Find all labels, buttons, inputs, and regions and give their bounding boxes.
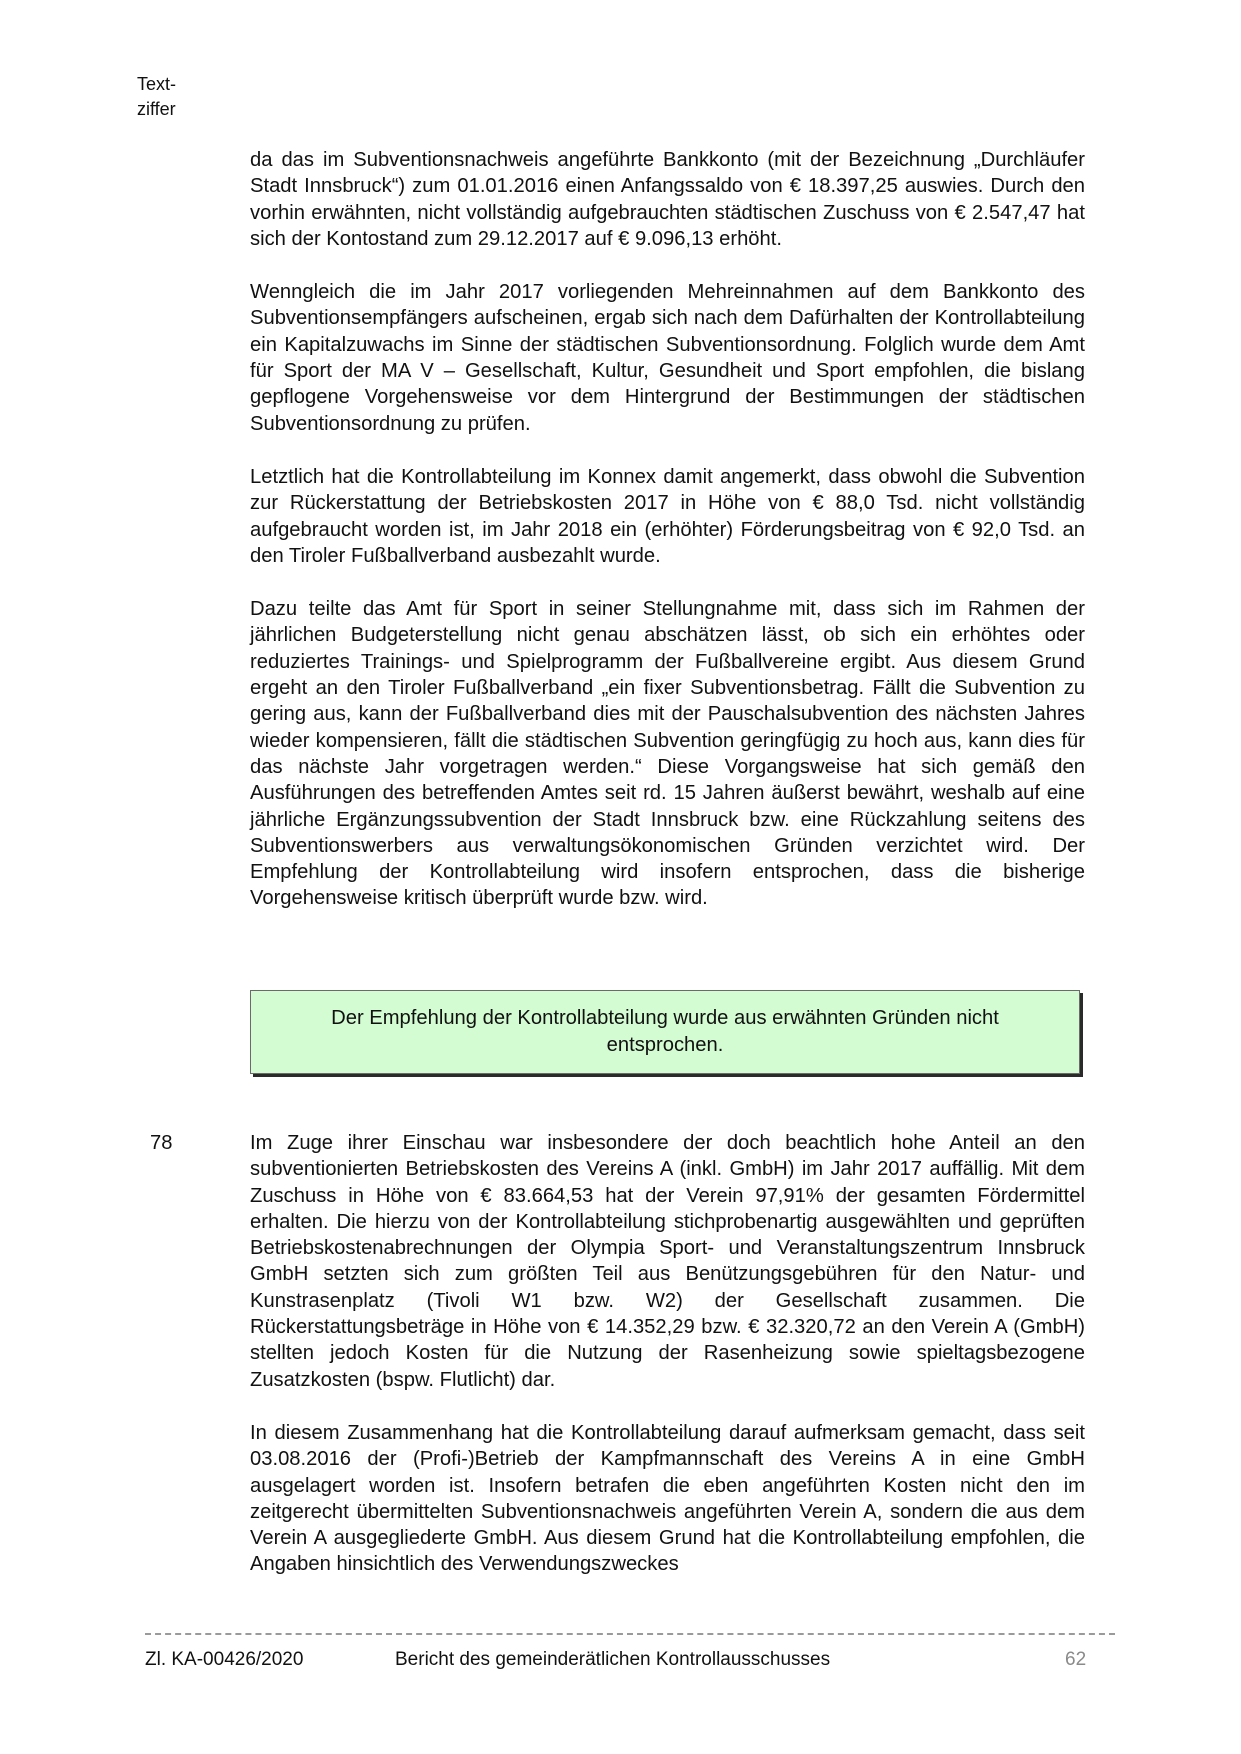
section-78-body — [250, 1130, 1085, 1578]
section-number: 78 — [150, 1132, 173, 1154]
paragraph-sport-office-statement: Dazu teilte das Amt für Sport in seiner Stellungnahme mit, dass sich im Rahmen der jährlichen Budgeterstellung nicht genau abschätzen lässt, ob sich ein erhöhtes oder reduziertes Trainings- und Spielprogramm der Fußballvereine ergibt. Aus diesem Grund ergeht an den Tiroler Fußballverband „ein fixer Subventionsbetrag. Fällt die Subvention zu gering aus, kann der Fußballverband dies mit der Pauschalsubvention des nächsten Jahres wieder kompensieren, fällt die städtischen Subvention geringfügig zu hoch aus, kann dies für das nächste Jahr vorgetragen werden.“ Diese Vorgangsweise hat sich gemäß den Ausführungen des betreffenden Amtes seit rd. 15 Jahren äußerst bewährt, weshalb auf eine jährliche Ergänzungssubvention der Stadt Innsbruck bzw. eine Rückzahlung seitens des Subventionswerbers aus verwaltungsökonomischen Gründen verzichtet wird. Der Empfehlung der Kontrollabteilung wird insofern entsprochen, dass die bisherige Vorgehensweise kritisch überprüft wurde bzw. wird. — [250, 598, 1085, 910]
paragraph-subsidy-2018: Letztlich hat die Kontrollabteilung im Konnex damit angemerkt, dass obwohl die Subvention zur Rückerstattung der Betriebskosten 2017 in Höhe von € 88,0 Tsd. nicht vollständig aufgebraucht worden ist, im Jahr 2018 ein (erhöhter) Förderungsbeitrag von € 92,0 Tsd. an den Tiroler Fußballverband ausbezahlt wurde. — [250, 465, 1085, 567]
paragraph-capital-growth: Wenngleich die im Jahr 2017 vorliegenden Mehreinnahmen auf dem Bankkonto des Subventionsempfängers aufscheinen, ergab sich nach dem Dafürhalten der Kontrollabteilung ein Kapitalzuwachs im Sinne der städtischen Subventionsordnung. Folglich wurde dem Amt für Sport der MA V – Gesellschaft, Kultur, Gesundheit und Sport empfohlen, die bislang gepflogene Vorgehensweise vor dem Hintergrund der Bestimmungen der städtischen Subventionsordnung zu prüfen. — [250, 281, 1085, 435]
footer-title: Bericht des gemeinderätlichen Kontrollausschusses — [395, 1649, 831, 1670]
recommendation-result-box — [250, 990, 1080, 1074]
margin-label-textziffer — [137, 72, 217, 122]
margin-label-line-1: Text- — [137, 74, 177, 94]
paragraph-operating-costs: Im Zuge ihrer Einschau war insbesondere der doch beachtlich hohe Anteil an den subventionierten Betriebskosten des Vereins A (inkl. GmbH) im Jahr 2017 auffällig. Mit dem Zuschuss in Höhe von € 83.664,53 hat der Verein 97,91% der gesamten Fördermittel erhalten. Die hierzu von der Kontrollabteilung stichprobenartig ausgewählten und geprüften Betriebskostenabrechnungen der Olympia Sport- und Veranstaltungszentrum Innsbruck GmbH setzten sich zum größten Teil aus Benützungsgebühren für den Natur- und Kunstrasenplatz (Tivoli W1 bzw. W2) der Gesellschaft zusammen. Die Rückerstattungsbeträge in Höhe von € 14.352,29 bzw. € 32.320,72 an den Verein A (GmbH) stellten jedoch Kosten für die Nutzung der Rasenheizung sowie spieltagsbezogene Zusatzkosten (bspw. Flutlicht) dar. — [250, 1132, 1085, 1391]
paragraph-gmbh-outsourcing: In diesem Zusammenhang hat die Kontrollabteilung darauf aufmerksam gemacht, dass seit 03.08.2016 der (Profi-)Betrieb der Kampfmannschaft des Vereins A in eine GmbH ausgelagert worden ist. Insofern betrafen die eben angeführten Kosten nicht den im zeitgerecht übermittelten Subventionsnachweis angeführten Verein A, sondern die aus dem Verein A ausgegliederte GmbH. Aus diesem Grund hat die Kontrollabteilung empfohlen, die Angaben hinsichtlich des Verwendungszweckes — [250, 1421, 1085, 1576]
page-number: 62 — [1065, 1649, 1087, 1670]
recommendation-result-text: Der Empfehlung der Kontrollabteilung wurde aus erwähnten Gründen nicht entsprochen. — [331, 1007, 999, 1056]
margin-label-line-2: ziffer — [137, 99, 176, 119]
footer-divider — [145, 1633, 1115, 1635]
continuation-section — [250, 147, 1085, 912]
paragraph-bank-account: da das im Subventionsnachweis angeführte Bankkonto (mit der Bezeichnung „Durchläufer Stadt Innsbruck“) zum 01.01.2016 einen Anfangssaldo von € 18.397,25 auswies. Durch den vorhin erwähnten, nicht vollständig aufgebrauchten städtischen Zuschuss von € 2.547,47 hat sich der Kontostand zum 29.12.2017 auf € 9.096,13 erhöht. — [250, 149, 1085, 250]
footer-reference: Zl. KA-00426/2020 — [145, 1649, 304, 1670]
